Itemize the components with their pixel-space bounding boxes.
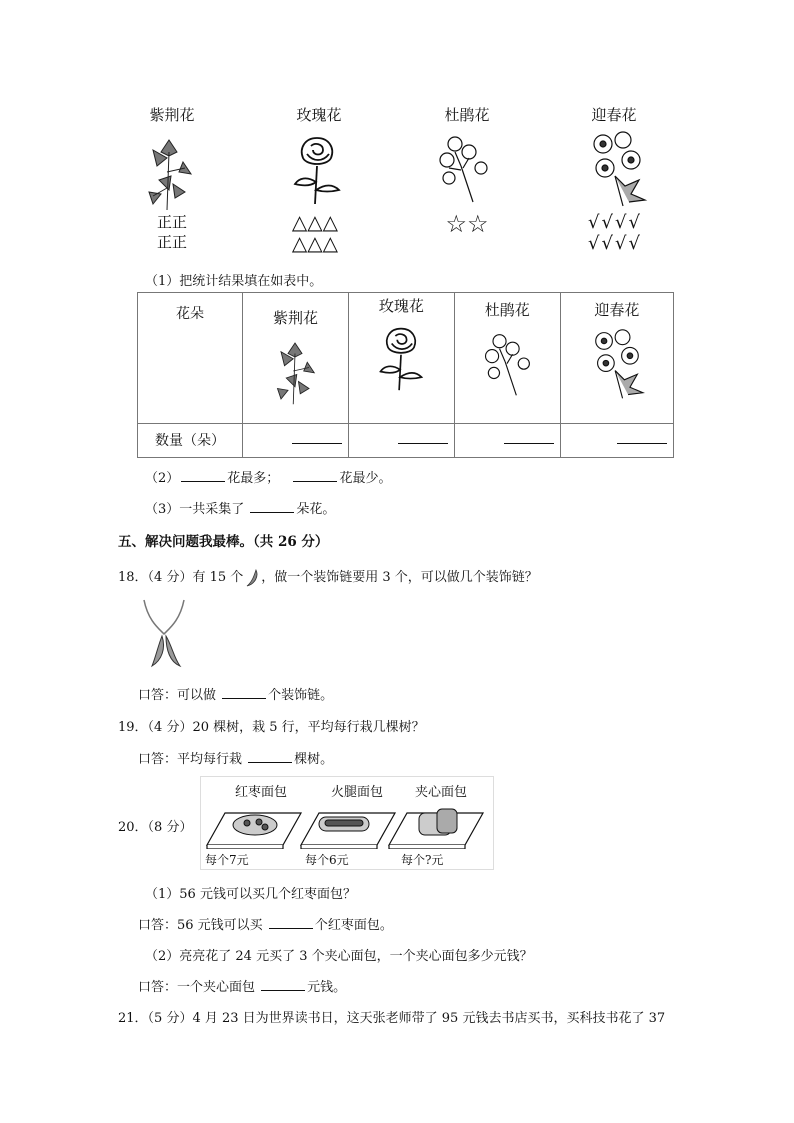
rose-flower-image: [373, 322, 429, 394]
flower-name-1: 紫荆花: [149, 106, 195, 124]
pepper-necklace-image: [140, 596, 188, 672]
problem-20-q1: （1）56 元钱可以买几个红枣面包？: [145, 887, 356, 902]
answer-20-1: 口答：56 元钱可以买 个红枣面包。: [138, 918, 393, 933]
problem-20-label: 20．（8 分）: [118, 820, 193, 835]
tally-bauhinia-1: 正正: [156, 213, 187, 231]
flower-name-2: 玫瑰花: [296, 106, 342, 124]
tally-bauhinia-2: 正正: [156, 233, 187, 251]
table-flower-cell-3: [454, 293, 560, 424]
table-row-label: 数量（朵）: [138, 423, 243, 457]
flower-count-table: [137, 292, 674, 458]
table-header-label: 花朵: [138, 293, 243, 424]
problem-19: 19．（4 分）20 棵树，栽 5 行，平均每行栽几棵树？: [118, 720, 425, 735]
bauhinia-flower-image: [267, 336, 323, 406]
tally-jasmine-1: √√√√: [588, 212, 642, 233]
bread-picture-panel: [200, 776, 494, 870]
table-flower-name-3: 杜鹃花: [484, 301, 530, 319]
question-2: （2） 花最多； 花最少。: [145, 471, 392, 486]
answer-18: 口答：可以做 个装饰链。: [138, 688, 334, 703]
problem-18: 18．（4 分）有 15 个 ，做一个装饰链要用 3 个，可以做几个装饰链？: [118, 566, 538, 588]
bread-price-2: 每个6元: [305, 853, 349, 867]
tally-azalea-1: ☆☆: [445, 210, 489, 238]
answer-20-2: 口答：一个夹心面包 元钱。: [138, 980, 347, 995]
table-flower-name-2: 玫瑰花: [378, 297, 424, 315]
azalea-flower-image: [433, 132, 493, 207]
table-count-blank-2[interactable]: [348, 423, 454, 457]
answer-blank[interactable]: [269, 916, 313, 929]
table-count-blank-3[interactable]: [454, 423, 560, 457]
flower-picture-panel: [137, 100, 667, 258]
flower-name-4: 迎春花: [591, 106, 637, 124]
flower-name-3: 杜鹃花: [444, 106, 490, 124]
bauhinia-flower-image: [139, 132, 199, 212]
table-flower-name-1: 紫荆花: [272, 309, 318, 327]
problem-21: 21．（5 分）4 月 23 日为世界读书日，这天张老师带了 95 元钱去书店买书，买科技书花了 37: [118, 1011, 666, 1026]
answer-blank[interactable]: [181, 469, 225, 482]
azalea-flower-image: [479, 330, 535, 400]
winter-jasmine-flower-image: [587, 328, 647, 402]
answer-blank[interactable]: [248, 750, 292, 763]
problem-20-q2: （2）亮亮花了 24 元买了 3 个夹心面包，一个夹心面包多少元钱？: [145, 949, 533, 964]
table-flower-cell-2: [348, 293, 454, 424]
section-heading: 五、解决问题我最棒。（共 26 分）: [118, 534, 329, 550]
table-flower-cell-1: [243, 293, 349, 424]
answer-19: 口答：平均每行栽 棵树。: [138, 752, 334, 767]
winter-jasmine-flower-image: [585, 130, 649, 210]
table-count-blank-1[interactable]: [243, 423, 349, 457]
pepper-icon: [243, 568, 261, 588]
tally-jasmine-2: √√√√: [588, 233, 642, 254]
rose-flower-image: [287, 132, 347, 207]
bread-name-2: 火腿面包: [331, 785, 384, 800]
question-3: （3）一共采集了 朵花。: [145, 502, 336, 517]
table-flower-cell-4: [560, 293, 673, 424]
answer-blank[interactable]: [293, 469, 337, 482]
bread-name-1: 红枣面包: [235, 785, 288, 800]
table-flower-name-4: 迎春花: [594, 301, 640, 319]
answer-blank[interactable]: [261, 978, 305, 991]
bread-boards: [201, 797, 493, 849]
answer-blank[interactable]: [222, 686, 266, 699]
table-count-blank-4[interactable]: [560, 423, 673, 457]
tally-rose-2: △△△: [291, 231, 339, 255]
bread-name-3: 夹心面包: [415, 785, 468, 800]
answer-blank[interactable]: [250, 500, 294, 513]
tally-rose-1: △△△: [291, 210, 339, 234]
question-1-text: （1）把统计结果填在如表中。: [145, 274, 323, 289]
bread-price-1: 每个7元: [205, 853, 249, 867]
bread-price-3: 每个?元: [401, 853, 444, 867]
